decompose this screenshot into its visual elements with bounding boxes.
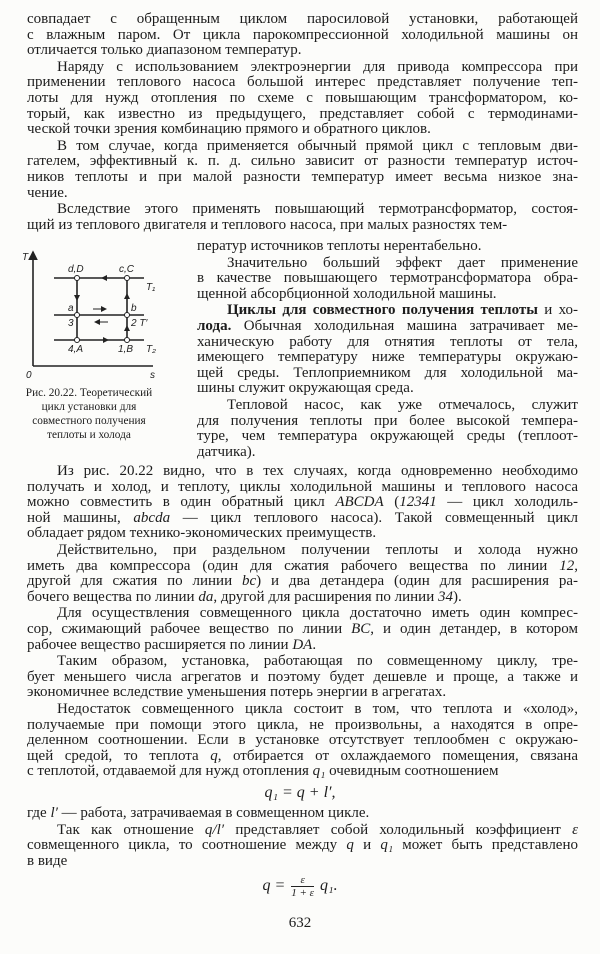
italic-symbol: da (198, 588, 214, 605)
text-segment: датчика). (197, 443, 256, 460)
text-line (27, 838, 578, 854)
text-segment: можно совместить в один обратный цикл (27, 494, 336, 511)
text-segment: обладает рядом технико-экономических преимуществ. (27, 525, 377, 542)
label-1B: 1,B (118, 344, 134, 355)
text-segment: ной машины, (27, 509, 134, 526)
italic-symbol: BC (351, 620, 371, 637)
text-line (197, 350, 578, 366)
paragraph (197, 256, 578, 303)
text-line (27, 464, 578, 480)
text-segment: ) и два детандера (один для расширения ра- (256, 573, 578, 590)
text-segment: Наряду с использованием электроэнергии для привода компрессора при (57, 58, 578, 75)
label-T2: T₂ (146, 344, 156, 355)
text-segment: представляет собой холодильный коэффициент (224, 821, 573, 838)
denominator: 1 + ε (291, 887, 314, 899)
text-line (27, 511, 578, 527)
text-line (27, 495, 578, 511)
text-segment: экономичнее вследствие уменьшения потерь энергии в агрегатах. (27, 684, 447, 701)
point-4 (75, 338, 80, 343)
text-line (27, 75, 578, 91)
text-line (27, 170, 578, 186)
text-segment: деленном соотношении. Если в установке отсутствует теплообмен с окружаю- (27, 732, 578, 749)
text-line (27, 12, 578, 28)
text-line (197, 239, 578, 255)
text-segment: имеющего температуру ниже температуры окружаю- (197, 349, 578, 366)
italic-symbol: 12 (559, 557, 575, 574)
italic-symbol: 34 (437, 588, 453, 605)
paragraph (197, 303, 578, 397)
text-segment: очевидным соотношением (325, 763, 499, 780)
text-segment: и хо- (537, 302, 579, 319)
text-line (27, 60, 578, 76)
text-segment: Тепловой насос, как уже отмечалось, служит (227, 396, 578, 413)
text-line (197, 381, 578, 397)
italic-symbol: abcda (133, 509, 171, 526)
after-formula-text (27, 806, 578, 870)
text-line (27, 854, 578, 870)
text-line (27, 139, 578, 155)
text-line (27, 718, 578, 734)
text-line (197, 256, 578, 272)
text-line (27, 28, 578, 44)
page-number: 632 (288, 915, 312, 931)
x-axis-label: s (150, 370, 155, 381)
text-segment: щий из теплового двигателя и теплового насоса, при малых разностях тем- (27, 216, 508, 233)
text-line (197, 445, 578, 461)
text-segment: бует меньшего числа агрегатов и поэтому будет дешевле и проще, а также и (27, 668, 578, 685)
text-line (197, 271, 578, 287)
text-segment: совмещенного цикла, то соотношение между (27, 837, 347, 854)
text-segment: щей средой, то теплота (27, 747, 211, 764)
text-line (27, 823, 578, 839)
text-segment: для получения теплоты при более высокой темпера- (197, 412, 578, 429)
paragraph (197, 398, 578, 460)
y-axis-label: T (22, 252, 29, 263)
text-segment: Недостаток совмещенного цикла состоит в том, что теплота и «холод», (57, 700, 578, 717)
italic-symbol: q/l′ (204, 821, 225, 838)
paragraph (27, 654, 578, 701)
text-line (197, 398, 578, 414)
text-line (27, 806, 578, 822)
text-segment: , и один детандер, в котором (370, 620, 578, 637)
figure-caption: Рис. 20.22. Теоретический цикл установки для совместного получения теплоты и холода (25, 387, 153, 441)
text-line (197, 429, 578, 445)
text-line (27, 574, 578, 590)
text-segment: получать и холод, и теплоту, циклы холодильной машины и теплового насоса (27, 478, 578, 495)
label-cC: c,C (119, 264, 134, 275)
text-line (27, 107, 578, 123)
text-line (27, 543, 578, 559)
text-segment: шины служит окружающая среда. (197, 380, 414, 397)
point-1 (125, 338, 130, 343)
text-line (27, 43, 578, 59)
text-segment: торый, как известно из предыдущего, представляет собой с термодинами- (27, 105, 578, 122)
text-segment: лоты для нужд отопления по схеме с повышающим трансформатором, ко- (27, 89, 578, 106)
text-line (27, 154, 578, 170)
bold-heading-text: Циклы для совместного получения теплоты (227, 302, 538, 319)
top-text-block (27, 12, 578, 234)
text-segment: ческой точки зрения комбинацию прямого и обратного циклов. (27, 121, 431, 138)
text-line (27, 733, 578, 749)
text-line (197, 287, 578, 303)
right-column-text (197, 239, 578, 461)
label-a: a (68, 303, 74, 314)
text-segment: Из рис. 20.22 видно, что в тех случаях, когда одновременно необходимо (57, 463, 578, 479)
fraction (291, 874, 314, 899)
text-segment: в виде (27, 852, 68, 869)
text-line (197, 335, 578, 351)
text-segment: применении теплового насоса большой интерес представляет получение теп- (27, 74, 578, 91)
text-segment: и (353, 837, 381, 854)
text-line (27, 638, 578, 654)
text-segment: в качестве повышающего термотрансформатора обра- (197, 270, 578, 287)
text-line (197, 303, 578, 319)
text-line (27, 218, 578, 234)
paragraph (197, 239, 578, 255)
text-line (27, 670, 578, 686)
text-segment: с влажным паром. От цикла парокомпрессионной холодильной машины он (27, 26, 578, 43)
text-line (27, 91, 578, 107)
text-segment: — работа, затрачиваемая в совмещенном цикле. (57, 805, 370, 821)
text-segment: отличается только диапазоном температур. (27, 42, 302, 59)
text-segment: бочего вещества по линии (27, 588, 199, 605)
lower-text-block (27, 464, 578, 781)
paragraph (27, 12, 578, 59)
origin-label: 0 (26, 370, 32, 381)
point-a (75, 313, 80, 318)
text-segment: , отбирается от охлаждаемого помещения, связана (217, 747, 578, 764)
italic-symbol: ε (572, 821, 579, 838)
paragraph (27, 139, 578, 201)
ts-diagram-figure (18, 248, 178, 383)
text-segment: получаемые при помощи этого цикла, не произвольны, а находятся в опре- (27, 716, 578, 733)
point-d (75, 276, 80, 281)
text-line (27, 480, 578, 496)
text-segment: иметь два компрессора (один для сжатия рабочего вещества по линии (27, 557, 560, 574)
italic-symbol: q (210, 747, 218, 764)
text-line (27, 622, 578, 638)
text-segment: ператур источников теплоты нерентабельно. (197, 238, 482, 254)
text-segment: может быть представлено (393, 837, 578, 854)
italic-symbol: q (346, 837, 354, 854)
paragraph (27, 606, 578, 653)
formula-q1: q₁ = q + l′, (264, 784, 336, 801)
text-segment: совпадает с обращенным циклом паросиловой установки, работающей (27, 11, 578, 27)
formula-rhs: q₁. (320, 877, 338, 895)
paragraph (27, 702, 578, 780)
text-segment: — цикл холодиль- (436, 494, 578, 511)
paragraph (27, 464, 578, 542)
text-line (27, 559, 578, 575)
paragraph (27, 60, 578, 138)
paragraph (27, 543, 578, 605)
text-line (197, 366, 578, 382)
point-b (125, 313, 130, 318)
text-segment: Обычная холодильная машина затрачивает ме- (231, 317, 578, 334)
text-line (27, 606, 578, 622)
text-segment: В том случае, когда применяется обычный прямой цикл с тепловым дви- (57, 137, 578, 154)
text-line (197, 319, 578, 335)
italic-symbol: q₁ (312, 763, 326, 780)
italic-symbol: q₁ (380, 837, 394, 854)
label-T1: T₁ (146, 282, 156, 293)
text-segment: где (27, 805, 51, 821)
text-segment: Таким образом, установка, работающая по совмещенному циклу, тре- (57, 653, 578, 670)
text-line (27, 654, 578, 670)
text-segment: щенной абсорбционной холодильной машины. (197, 285, 497, 302)
text-segment: Так как отношение (57, 821, 205, 838)
text-segment: Действительно, при раздельном получении теплоты и холода нужно (57, 541, 578, 558)
bold-heading-text: лода. (197, 317, 232, 334)
italic-symbol: bc (241, 573, 257, 590)
text-line (27, 685, 578, 701)
text-line (27, 764, 578, 780)
text-segment: , (574, 557, 578, 574)
text-segment: — цикл теплового насоса). Такой совмещенный цикл (170, 509, 578, 526)
point-c (125, 276, 130, 281)
text-line (27, 202, 578, 218)
text-line (27, 186, 578, 202)
text-segment: туре, чем температура окружающей среды (теплоот- (197, 428, 578, 445)
paragraph (27, 823, 578, 870)
text-segment: рабочее вещество расширяется по линии (27, 636, 293, 653)
text-segment: гателем, эффективный к. п. д. сильно зависит от разности температур источ- (27, 153, 578, 170)
italic-symbol: DA (292, 636, 313, 653)
paragraph (27, 202, 578, 233)
text-line (27, 122, 578, 138)
label-dD: d,D (68, 264, 84, 275)
text-line (197, 414, 578, 430)
label-b: b (131, 303, 137, 314)
italic-symbol: 12341 (399, 494, 437, 511)
text-segment: с теплотой, отдаваемой для нужд отопления (27, 763, 313, 780)
text-line (27, 749, 578, 765)
text-segment: Вследствие этого применять повышающий термотрансформатор, состоя- (57, 201, 578, 218)
text-segment: чение. (27, 184, 68, 201)
text-segment: другой для сжатия по линии (27, 573, 242, 590)
numerator: ε (300, 874, 305, 886)
italic-symbol: ABCDA (335, 494, 384, 511)
text-line (27, 590, 578, 606)
text-segment: . (312, 636, 317, 653)
label-4A: 4,A (68, 344, 84, 355)
text-segment: Для осуществления совмещенного цикла достаточно иметь один компрес- (57, 605, 578, 622)
label-3: 3 (68, 318, 74, 329)
formula-q (0, 874, 600, 899)
formula-lhs: q = (262, 877, 286, 895)
paragraph (27, 806, 578, 822)
text-segment: ников теплоты и при малой разности температур имеет весьма низкое зна- (27, 168, 578, 185)
text-line (27, 526, 578, 542)
text-segment: ханическую работу для отнятия теплоты от тела, (197, 333, 578, 350)
text-segment: ( (383, 494, 400, 511)
text-segment: щей среды. Теплоприемником для холодильной ма- (197, 364, 578, 381)
text-segment: ). (452, 588, 462, 605)
text-segment: сор, сжимающий рабочее вещество по линии (27, 620, 352, 637)
italic-symbol: l′ (50, 805, 58, 821)
text-segment: Значительно больший эффект дает применение (227, 254, 578, 271)
text-line (27, 702, 578, 718)
label-2T: 2 T′ (131, 318, 148, 329)
text-segment: , другой для расширения по линии (213, 588, 438, 605)
